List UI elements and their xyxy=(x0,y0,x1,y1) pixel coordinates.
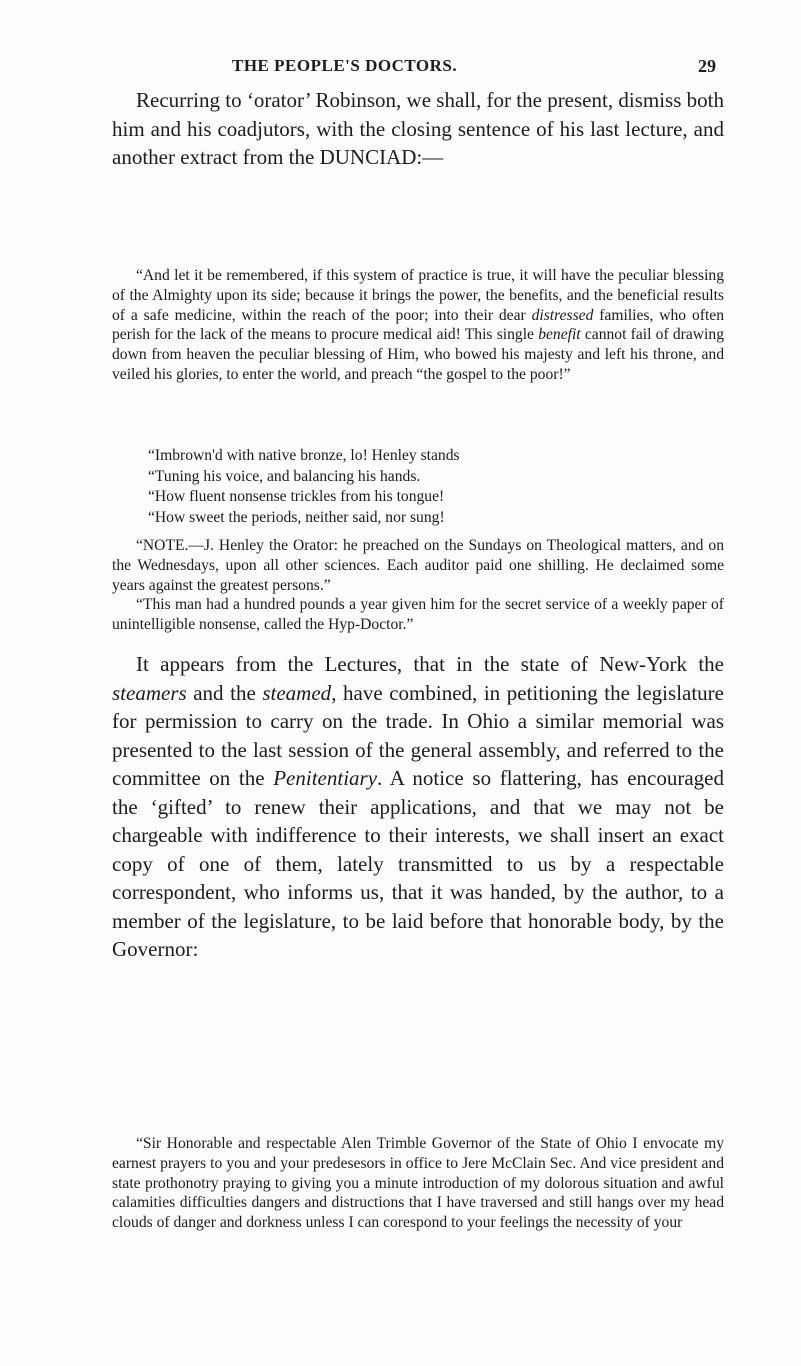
governor-letter xyxy=(112,1134,724,1233)
dunciad-note xyxy=(112,536,724,635)
page-number: 29 xyxy=(698,56,716,76)
lecture-quote-part: “And let it be remembered, if this system of practice is true, it will have the peculiar blessing of the Almighty upon its side; because it brings the power, the benefits, and the beneficial results of a safe medicine, within the reach of the poor; into their dear xyxy=(112,267,724,324)
paragraph-petition xyxy=(112,650,724,964)
running-head-title: THE PEOPLE'S DOCTORS. xyxy=(232,56,458,75)
verse-line: “Imbrown'd with native bronze, lo! Henley stands xyxy=(148,447,460,464)
governor-letter-text: “Sir Honorable and respectable Alen Trimble Governor of the State of Ohio I envocate my earnest prayers to you and your predesesors in office to Jere McClain Sec. And vice president and state prothonotry praying to giving you a minute introduction of my dolorous situation and awful calamities difficulties dangers and distructions that I have traversed and still hangs over my head clouds of danger and dorkness unless I can corespond to your feelings the necessity of your xyxy=(112,1135,724,1232)
verse-line: “How sweet the periods, neither said, nor sung! xyxy=(148,508,445,526)
note-text-1: “NOTE.—J. Henley the Orator: he preached on the Sundays on Theological matters, and on the Wednesdays, upon all other sciences. Each auditor paid one shilling. He declaimed some years against the greatest persons.” xyxy=(112,537,724,594)
verse-line: “How fluent nonsense trickles from his tongue! xyxy=(148,488,445,505)
paragraph-intro xyxy=(112,86,724,172)
petition-part: and the xyxy=(186,680,263,705)
emphasis-benefit: benefit xyxy=(538,326,581,344)
petition-part: It appears from the Lectures, that in the state of New-York the xyxy=(136,652,724,676)
petition-part: , have combined, in petitioning the legislature for permission to carry on the trade. In Ohio a similar memorial was presented to the last session of the general assembly, and referred to the committee on the xyxy=(112,680,724,790)
emphasis-penitentiary: Penitentiary xyxy=(273,766,378,790)
dunciad-verse xyxy=(148,446,708,528)
verse-line: “Tuning his voice, and balancing his hands. xyxy=(148,467,421,485)
note-text-2: “This man had a hundred pounds a year given him for the secret service of a weekly paper of unintelligible nonsense, called the Hyp-Doctor.” xyxy=(112,596,724,634)
lecture-quote-part: families, who often perish for the lack of the means to procure medical aid! This single xyxy=(112,306,724,344)
emphasis-steamers: steamers xyxy=(112,680,187,705)
emphasis-distressed: distressed xyxy=(531,306,594,324)
lecture-quote-part: cannot fail of drawing down from heaven the peculiar blessing of Him, who bowed his majesty and left his throne, and veiled his glories, to enter the world, and preach “the gospel to the poor!” xyxy=(112,326,724,383)
lecture-quote-text xyxy=(112,266,724,385)
lecture-quote xyxy=(112,266,724,385)
emphasis-steamed: steamed xyxy=(262,680,332,705)
petition-part: . A notice so flattering, has encouraged the ‘gifted’ to renew their applications, and that we may not be chargeable with indifference to their interests, we shall insert an exact copy of one of them, lately transmitted to us by a respectable correspondent, who informs us, that it was handed, by the author, to a member of the legislature, to be laid before that honorable body, by the Governor: xyxy=(112,766,724,961)
paragraph-intro-text: Recurring to ‘orator’ Robinson, we shall, for the present, dismiss both him and his coadjutors, with the closing sentence of his last lecture, and another extract from the DUNCIAD:— xyxy=(112,88,724,169)
paragraph-petition-text xyxy=(112,650,724,964)
